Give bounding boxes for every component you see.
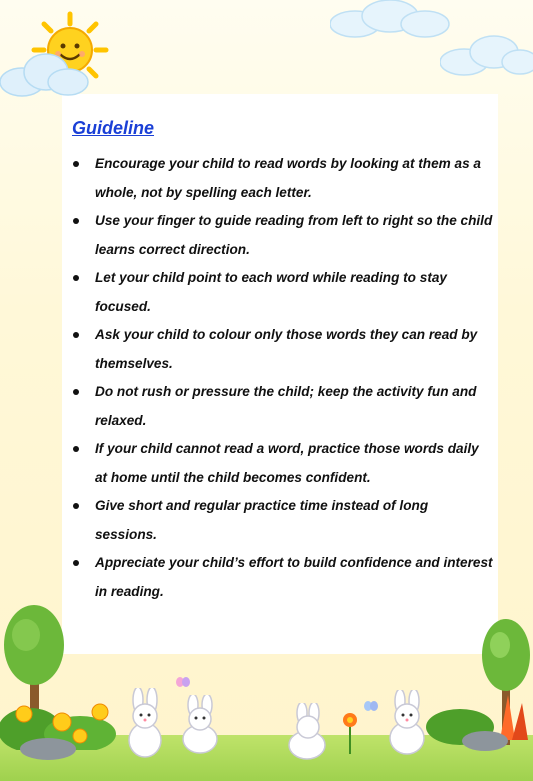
- bunny-icon: [382, 690, 432, 756]
- bunny-icon: [175, 695, 225, 755]
- list-item: Appreciate your child’s effort to build confidence and interest in reading.: [0, 549, 533, 606]
- butterfly-icon: [364, 700, 378, 712]
- list-item: Ask your child to colour only those words they can read by themselves.: [0, 321, 533, 378]
- bunny-icon: [282, 703, 332, 761]
- cloud-icon: [0, 52, 90, 98]
- guideline-list: [0, 150, 533, 606]
- cloud-icon: [330, 0, 450, 42]
- list-item: Give short and regular practice time instead of long sessions.: [0, 492, 533, 549]
- list-item: If your child cannot read a word, practice those words daily at home until the child becomes confident.: [0, 435, 533, 492]
- list-item: Encourage your child to read words by looking at them as a whole, not by spelling each letter.: [0, 150, 533, 207]
- flower-icon: [330, 708, 370, 754]
- list-item: Use your finger to guide reading from left to right so the child learns correct direction.: [0, 207, 533, 264]
- list-item: Do not rush or pressure the child; keep the activity fun and relaxed.: [0, 378, 533, 435]
- rock-icon: [18, 735, 78, 761]
- cloud-icon: [440, 34, 533, 78]
- rock-icon: [460, 728, 510, 752]
- list-item: Let your child point to each word while reading to stay focused.: [0, 264, 533, 321]
- butterfly-icon: [176, 676, 190, 688]
- page-title: Guideline: [72, 118, 155, 138]
- bunny-icon: [120, 688, 170, 758]
